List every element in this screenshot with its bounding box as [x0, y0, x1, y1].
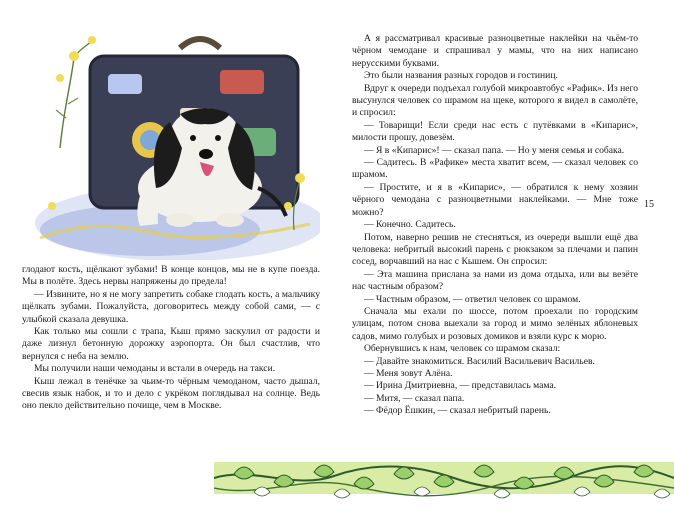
paragraph: — Ирина Дмитриевна, — представилась мама.	[364, 380, 557, 392]
paragraph: — Простите, и я в «Кипарис», — обратился к нему хозяин чёрного чемодана с разноцветными наклейками. — Мне тоже можно?	[352, 181, 638, 218]
paragraph: Это были названия разных городов и гостиниц.	[364, 70, 558, 82]
right-column	[352, 33, 638, 418]
dog-with-suitcase-icon	[30, 18, 320, 260]
paragraph: — Меня зовут Алёна.	[364, 367, 453, 379]
paragraph: Кыш лежал в тенёчке за чьим-то чёрным чемоданом, часто дышал, свесив язык набок, и то и дело с укрёком поглядывал на солнце. Ведь оно пекло действительно почище, чем в Москве.	[22, 375, 320, 412]
paragraph: глодают кость, щёлкают зубами! В конце концов, мы не в купе поезда. Мы в полёте. Здесь нервы напряжены до предела!	[22, 264, 320, 288]
paragraph: А я рассматривал красивые разноцветные наклейки на чьём-то чёрном чемодане и спрашивал у мамы, что на них написано нерусскими буквами.	[352, 33, 638, 69]
page-number: 15	[644, 199, 654, 210]
left-column	[22, 264, 320, 413]
paragraph: — Эта машина прислана за нами из дома отдыха, или вы везёте нас частным образом?	[352, 268, 638, 293]
paragraph: — Давайте знакомиться. Василий Васильевич Васильев.	[364, 355, 595, 367]
paragraph: — Фёдор Ёшкин, — сказал небритый парень.	[364, 405, 551, 417]
paragraph: Сначала мы ехали по шоссе, потом проехали по городским улицам, потом снова выехали за город и мимо зелёных яблоневых садов, мимо голубых и розовых домиков и взяли курс к морю.	[352, 305, 638, 342]
paragraph: Вдруг к очереди подъехал голубой микроавтобус «Рафик». Из него высунулся человек со шрамом на щеке, которого я видел в самолёте, и спросил:	[352, 82, 638, 119]
paragraph: — Я в «Кипарис»! — сказал папа. — Но у меня семья и собака.	[364, 144, 625, 156]
paragraph: — Конечно. Садитесь.	[364, 219, 456, 231]
paragraph: — Частным образом, — ответил человек со шрамом.	[364, 293, 581, 305]
paragraph: — Садитесь. В «Рафике» места хватит всем, — сказал человек со шрамом.	[352, 157, 638, 181]
paragraph: Как только мы сошли с трапа, Кыш прямо заскулил от радости и даже лизнул бетонную дорожку аэропорта. Он был счастлив, что вернулся с неба на землю.	[22, 326, 320, 362]
paragraph: Обернувшись к нам, человек со шрамом сказал:	[364, 343, 561, 355]
paragraph: Потом, наверно решив не стесняться, из очереди вышли ещё два человека: небритый высокий парень с рюкзаком за плечами и папин сосед, ворчавший на нас с Кышем. Он спросил:	[352, 231, 638, 268]
paragraph: Мы получили наши чемоданы и встали в очередь на такси.	[34, 363, 276, 375]
paragraph: — Извините, но я не могу запретить собаке глодать кость, а мальчику щёлкать зубами. Пожалуйста, договоритесь между собой сами, — с улыбкой сказала девушка.	[22, 288, 320, 325]
paragraph: — Митя, — сказал папа.	[364, 392, 465, 404]
paragraph: — Товарищи! Если среди нас есть с путёвками в «Кипарис», милости прошу, довезём.	[352, 119, 638, 144]
vine-border-icon	[214, 444, 674, 513]
